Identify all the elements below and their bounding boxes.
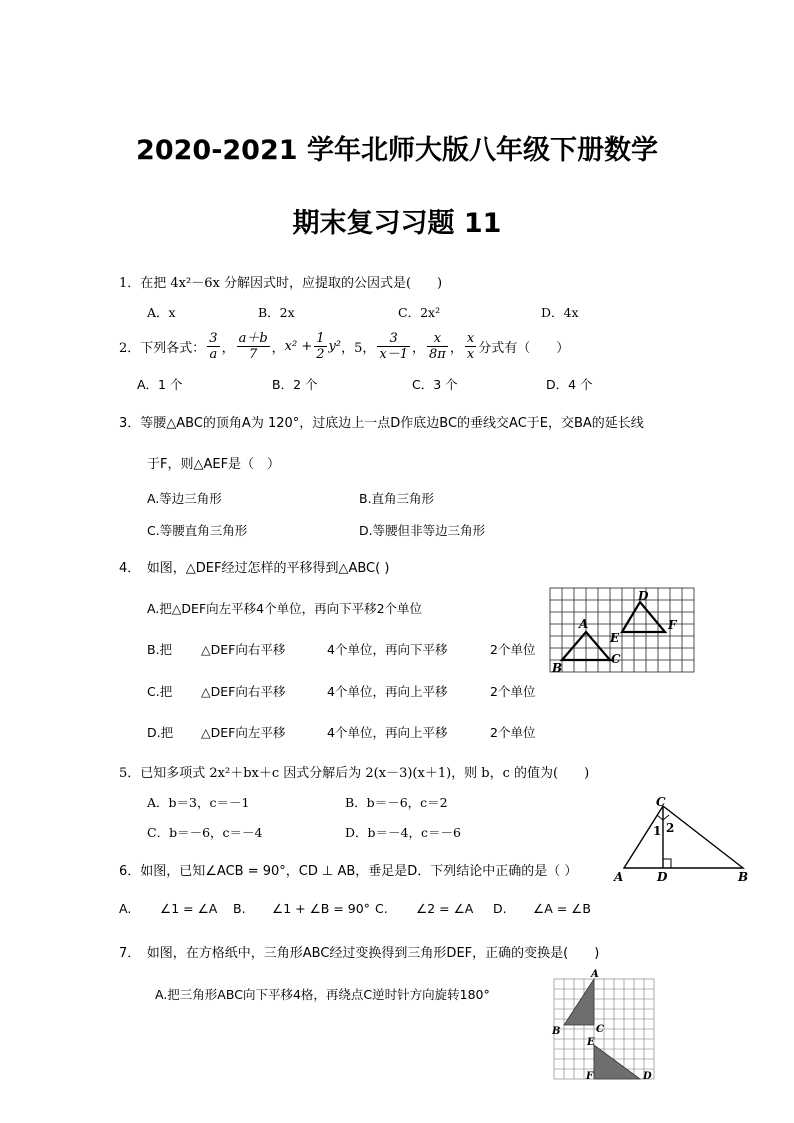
q7-stem: 7． 如图，在方格纸中，三角形ABC经过变换得到三角形DEF，正确的变换是( ) [119,946,600,961]
q7-label-f: F [586,1071,594,1082]
q6-right-triangle-figure [612,795,758,887]
q6-angle-2: 2 [666,821,675,835]
q4-option-a: A.把△DEF向左平移4个单位，再向下平移2个单位 [147,601,423,616]
q6-label-a: A [614,870,624,884]
q2-sep: ， [271,340,285,356]
q7-label-d: D [643,1071,652,1082]
q4-option-d-p3: 4个单位，再向上平移 [327,725,448,740]
q6-option-b-text: ∠1 + ∠B = 90° [272,901,370,916]
page-title-line1: 2020-2021 学年北师大版八年级下册数学 [136,135,658,166]
q6-option-c-letter: C. [375,901,388,916]
q7-triangle-abc [564,979,594,1025]
q2-fraction-3: $\frac{1}{2}$ [316,330,325,362]
q2-option-c: C．3 个 [412,377,458,392]
q4-option-b-p2: △DEF向右平移 [201,642,286,657]
q2-fraction-2: $\frac{a+b}{7}$ [238,330,268,362]
q5-option-b: B．b＝－6，c＝2 [345,795,448,810]
q4-option-b-p4: 2个单位 [490,642,536,657]
q4-option-b-p1: B.把 [147,642,173,657]
q4-label-b: B [552,661,563,675]
q5-option-c: C．b＝－6，c＝－4 [147,825,263,840]
q4-grid-figure [549,587,697,676]
q6-label-c: C [656,795,666,809]
q4-label-c: C [611,652,621,666]
q2-f3-pre: x² + [284,338,313,354]
q6-angle-1: 1 [653,824,662,838]
q2-option-d: D．4 个 [546,377,593,392]
q6-option-b-letter: B. [233,901,246,916]
q4-option-d-p4: 2个单位 [490,725,536,740]
q7-grid-figure [548,966,658,1082]
q7-option-a: A.把三角形ABC向下平移4格，再绕点C逆时针方向旋转180° [155,987,490,1002]
q4-option-c-p2: △DEF向右平移 [201,684,286,699]
q4-label-a: A [579,617,589,631]
q3-option-c: C.等腰直角三角形 [147,523,248,538]
q6-stem: 6．如图，已知∠ACB = 90°，CD ⊥ AB，垂足是D．下列结论中正确的是（ ） [119,864,578,879]
q4-label-d: D [638,589,649,603]
q2-fraction-4: $\frac{3}{x-1}$ [379,330,408,362]
q4-option-d-p2: △DEF向左平移 [201,725,286,740]
q6-option-d-letter: D. [493,901,507,916]
q2-sep: ， [221,340,235,356]
q5-stem: 5．已知多项式 2x²＋bx＋c 因式分解后为 2(x－3)(x＋1)，则 b，c 的值为( ) [119,766,590,781]
q2-mid: ，5， [341,340,376,356]
q2-stem [119,326,569,366]
q1-stem: 1．在把 4x²－6x 分解因式时，应提取的公因式是( ) [119,276,443,291]
q1-option-a: A．x [147,305,176,320]
q1-option-d: D．4x [541,305,579,320]
q1-option-b: B．2x [258,305,295,320]
q2-option-b: B．2 个 [272,377,318,392]
right-angle-mark-d [663,859,671,868]
page-title-line2: 期末复习习题 11 [292,208,502,239]
q2-fraction-1: $\frac{3}{a}$ [209,330,218,362]
q3-option-a: A.等边三角形 [147,491,222,506]
q2-lead: 2．下列各式： [119,340,206,356]
q2-f3-post: y² [328,338,342,354]
q3-stem-line2: 于F，则△AEF是（ ） [147,457,281,472]
q4-stem: 4． 如图，△DEF经过怎样的平移得到△ABC( ) [119,561,390,576]
q2-option-a: A．1 个 [137,377,183,392]
q4-option-c-p3: 4个单位，再向上平移 [327,684,448,699]
q6-label-d: D [657,870,668,884]
triangle-acb [624,806,743,868]
q5-option-d: D．b＝－4，c＝－6 [345,825,461,840]
q2-sep: ， [449,340,463,356]
q3-stem-line1: 3．等腰△ABC的顶角A为 120°，过底边上一点D作底边BC的垂线交AC于E，交BA的延长线 [119,416,644,431]
q4-option-b-p3: 4个单位，再向下平移 [327,642,448,657]
q2-tail: 分式有（ ） [478,340,570,356]
q2-fraction-5: $\frac{x}{8\pi}$ [429,330,446,362]
q2-fraction-6: $\frac{x}{x}$ [466,330,475,362]
q7-label-a: A [591,969,599,980]
q6-option-c-text: ∠2 = ∠A [416,901,474,916]
q3-option-b: B.直角三角形 [359,491,435,506]
q7-label-e: E [587,1037,595,1048]
q6-option-a-text: ∠1 = ∠A [160,901,218,916]
q4-label-f: F [668,618,677,632]
q4-option-c-p4: 2个单位 [490,684,536,699]
q4-label-e: E [610,631,620,645]
q7-label-b: B [552,1026,561,1037]
q1-option-c: C．2x² [398,305,441,320]
q6-option-d-text: ∠A = ∠B [533,901,591,916]
q6-label-b: B [738,870,749,884]
q7-triangle-def [594,1045,640,1079]
q7-label-c: C [596,1024,604,1035]
q4-option-d-p1: D.把 [147,725,174,740]
q3-option-d: D.等腰但非等边三角形 [359,523,486,538]
triangle-def [622,602,665,632]
q5-option-a: A．b＝3，c＝－1 [147,795,250,810]
q6-option-a-letter: A. [119,901,132,916]
q2-sep: ， [411,340,425,356]
q4-option-c-p1: C.把 [147,684,173,699]
